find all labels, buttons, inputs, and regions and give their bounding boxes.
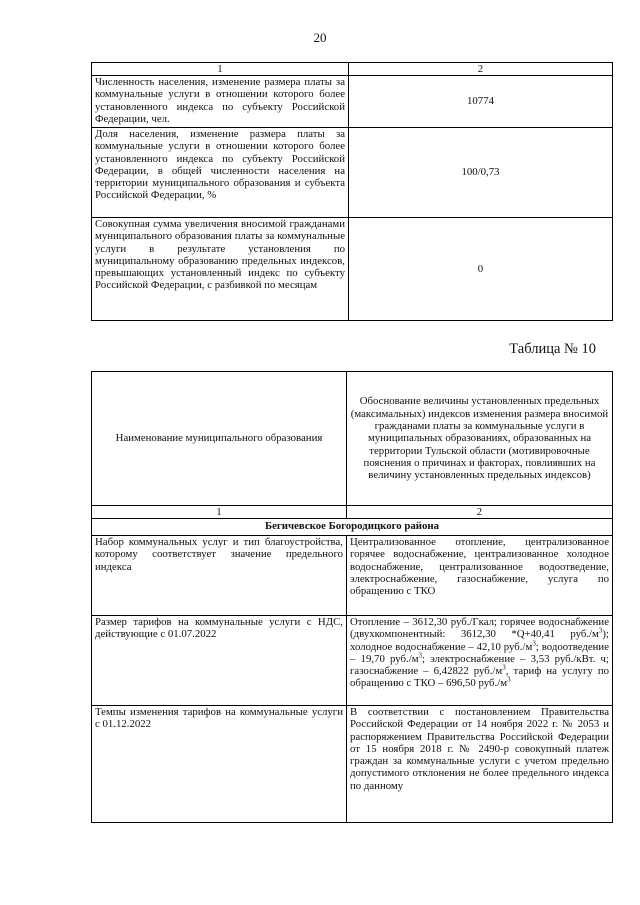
table-row (92, 128, 613, 218)
row-value: В соответствии с постановлением Правительства Российской Федерации от 14 ноября 2022 г. № 2053 и распоряжением Правительства Российской Федерации от 15 ноября 2018 г. № 2490-р совокупный платеж граждан за коммунальные услуги с учетом предельно допустимого отклонения не более предельного индекса по данному (347, 706, 613, 823)
row-label: Набор коммунальных услуг и тип благоустройства, которому соответствует значение предельного индекса (92, 536, 347, 616)
row-value: 10774 (349, 76, 613, 128)
header-municipality: Наименование муниципального образования (92, 372, 347, 506)
page-number: 20 (313, 30, 327, 45)
superscript: 3 (502, 663, 506, 672)
column-1-header: 1 (92, 63, 349, 76)
column-2-header: 2 (349, 63, 613, 76)
row-label: Доля населения, изменение размера платы за коммунальные услуги в отношении которого более установленного индекса по субъекту Российской Федерации, в общей численности населения на территории муниципального образования и субъекта Российской Федерации, % (92, 128, 349, 218)
region-row (92, 519, 613, 536)
column-1-number: 1 (92, 506, 347, 519)
superscript: 3 (418, 651, 423, 660)
tariffs-value (347, 616, 613, 706)
indicators-table (91, 62, 613, 321)
table-header-row (92, 63, 613, 76)
row-value: 100/0,73 (349, 128, 613, 218)
row-label: Совокупная сумма увеличения вносимой гражданами муниципального образования платы за коммунальные услуги в результате установления по муниципальному образованию предельных индексов, превышающих установленный индекс по субъекту Российской Федерации, с разбивкой по месяцам (92, 218, 349, 321)
row-label: Численность населения, изменение размера платы за коммунальные услуги в отношении которого более установленного индекса по субъекту Российской Федерации, чел. (92, 76, 349, 128)
tariff-text-5: , тариф на услугу по обращению с ТКО – 696,50 руб./м (350, 665, 609, 690)
region-name: Бегичевское Богородицкого района (92, 519, 613, 536)
column-numbers-row (92, 506, 613, 519)
justification-table (91, 371, 613, 823)
row-label: Размер тарифов на коммунальные услуги с НДС, действующие с 01.07.2022 (92, 616, 347, 706)
table-row (92, 536, 613, 616)
tariff-text-2: ); холодное водоснабжение – 42,10 руб./м (350, 628, 609, 653)
tariff-text-3: ; водоотведение – 19,70 руб./м (350, 640, 610, 665)
superscript: 3 (598, 626, 603, 635)
table-caption: Таблица № 10 (509, 341, 596, 357)
row-label: Темпы изменения тарифов на коммунальные услуги с 01.12.2022 (92, 706, 347, 823)
table-header-row (92, 372, 613, 506)
superscript: 3 (507, 675, 511, 684)
table-row (92, 218, 613, 321)
header-justification: Обоснование величины установленных предельных (максимальных) индексов изменения размера вносимой гражданами платы за коммунальные услуги в муниципальных образованиях, образованных на территории Тульской области (мотивировочные пояснения о причинах и факторах, повлиявших на величину установленных предельных индексов) (347, 372, 613, 506)
tariff-text-4: ; электроснабжение – 3,53 руб./кВт. ч; газоснабжение – 6,42822 руб./м (350, 652, 609, 678)
table-row (92, 76, 613, 128)
column-2-number: 2 (347, 506, 613, 519)
tariff-text-1: Отопление – 3612,30 руб./Гкал; горячее водоснабжение (двухкомпонентный: 3612,30 *Q+40,41 руб./м (350, 616, 609, 641)
superscript: 3 (532, 639, 536, 647)
row-value: Централизованное отопление, централизованное горячее водоснабжение, централизованное холодное водоснабжение, централизованное водоотведение, электроснабжение, газоснабжение, услуга по обращению с ТКО (347, 536, 613, 616)
table-row (92, 706, 613, 823)
table-row (92, 616, 613, 706)
row-value: 0 (349, 218, 613, 321)
